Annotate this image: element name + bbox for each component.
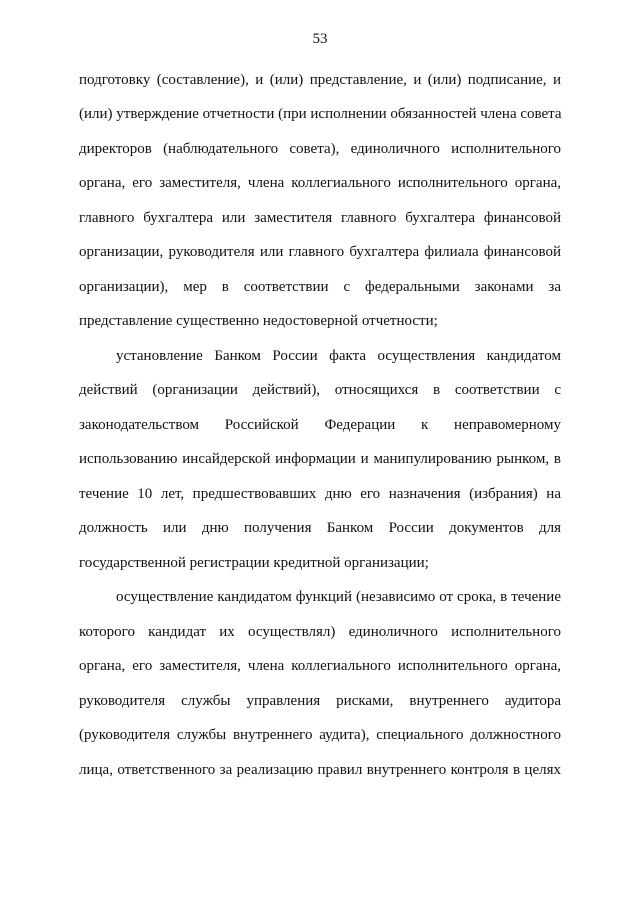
text-line: должность или дню получения Банком России документов для xyxy=(79,520,561,536)
text-line: государственной регистрации кредитной организации; xyxy=(79,555,429,571)
text-line: директоров (наблюдательного совета), единоличного исполнительного xyxy=(79,141,561,157)
text-line: главного бухгалтера или заместителя главного бухгалтера финансовой xyxy=(79,210,561,226)
text-line: лица, ответственного за реализацию правил внутреннего контроля в целях xyxy=(79,762,561,778)
text-line: использованию инсайдерской информации и манипулированию рынком, в xyxy=(79,451,561,467)
text-line: (или) утверждение отчетности (при исполнении обязанностей члена совета xyxy=(79,106,562,122)
text-line: течение 10 лет, предшествовавших дню его назначения (избрания) на xyxy=(79,486,561,502)
text-line: организации), мер в соответствии с федеральными законами за xyxy=(79,279,561,295)
page-number: 53 xyxy=(312,31,328,47)
text-line: законодательством Российской Федерации к неправомерному xyxy=(79,417,561,433)
text-line: действий (организации действий), относящихся в соответствии с xyxy=(79,382,561,398)
text-line: подготовку (составление), и (или) представление, и (или) подписание, и xyxy=(79,72,561,88)
text-line: органа, его заместителя, члена коллегиального исполнительного органа, xyxy=(79,658,561,674)
text-line: (руководителя службы внутреннего аудита), специального должностного xyxy=(79,727,561,743)
text-line: органа, его заместителя, члена коллегиального исполнительного органа, xyxy=(79,175,561,191)
text-line: установление Банком России факта осуществления кандидатом xyxy=(116,348,561,364)
text-line: организации, руководителя или главного бухгалтера филиала финансовой xyxy=(79,244,561,260)
text-line: руководителя службы управления рисками, внутреннего аудитора xyxy=(79,693,561,709)
text-line: которого кандидат их осуществлял) единоличного исполнительного xyxy=(79,624,561,640)
text-line: представление существенно недостоверной отчетности; xyxy=(79,313,438,329)
text-line: осуществление кандидатом функций (независимо от срока, в течение xyxy=(116,589,561,605)
